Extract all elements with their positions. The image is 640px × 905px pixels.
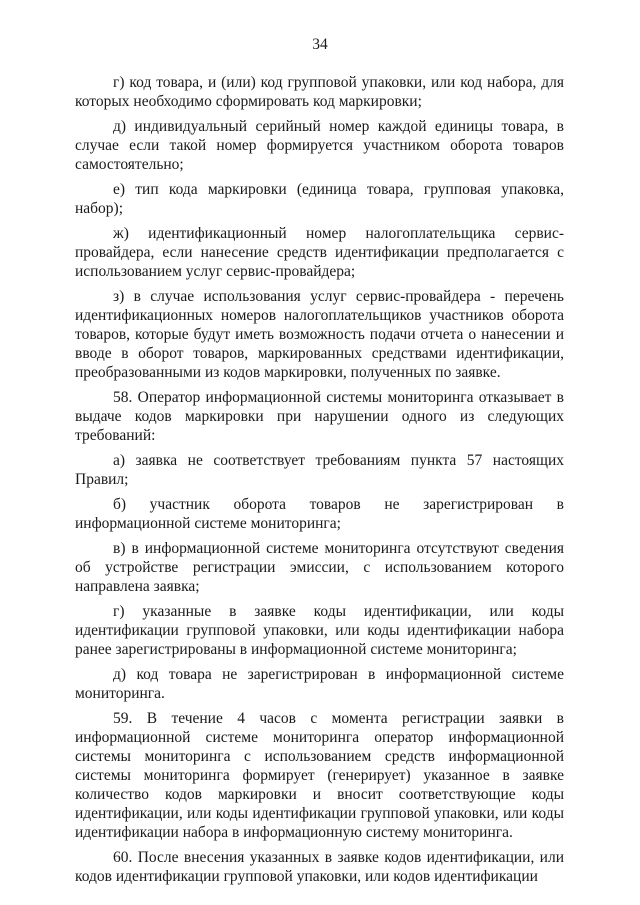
paragraph-item-zh: ж) идентификационный номер налогоплательщика сервис-провайдера, если нанесение средств идентификации предполагается с использованием услуг сервис-провайдера; (75, 225, 564, 280)
paragraph-clause-58-v: в) в информационной системе мониторинга отсутствуют сведения об устройстве регистрации эмиссии, с использованием которого направлена заявка; (75, 540, 564, 595)
paragraph-clause-58-g: г) указанные в заявке коды идентификации, или коды идентификации групповой упаковки, или коды идентификации набора ранее зарегистрированы в информационной системе мониторинга; (75, 603, 564, 658)
paragraph-item-z: з) в случае использования услуг сервис-провайдера - перечень идентификационных номеров налогоплательщиков участников оборота товаров, которые будут иметь возможность подачи отчета о нанесении и вводе в оборот товаров, маркированных средствами идентификации, преобразованными из кодов маркировки, полученных по заявке. (75, 288, 564, 381)
paragraph-clause-58-d: д) код товара не зарегистрирован в информационной системе мониторинга. (75, 666, 564, 702)
paragraph-item-g: г) код товара, и (или) код групповой упаковки, или код набора, для которых необходимо сформировать код маркировки; (75, 74, 564, 110)
paragraph-item-e: е) тип кода маркировки (единица товара, групповая упаковка, набор); (75, 181, 564, 217)
paragraph-clause-58-b: б) участник оборота товаров не зарегистрирован в информационной системе мониторинга; (75, 496, 564, 532)
paragraph-clause-58: 58. Оператор информационной системы мониторинга отказывает в выдаче кодов маркировки при нарушении одного из следующих требований: (75, 389, 564, 444)
page-number: 34 (312, 36, 328, 53)
paragraph-clause-58-a: а) заявка не соответствует требованиям пункта 57 настоящих Правил; (75, 452, 564, 488)
paragraph-clause-60: 60. После внесения указанных в заявке кодов идентификации, или кодов идентификации групповой упаковки, или кодов идентификации (75, 849, 564, 885)
paragraph-item-d: д) индивидуальный серийный номер каждой единицы товара, в случае если такой номер формируется участником оборота товаров самостоятельно; (75, 118, 564, 173)
document-body (75, 73, 564, 892)
paragraph-clause-59: 59. В течение 4 часов с момента регистрации заявки в информационной системе мониторинга оператор информационной системы мониторинга с использованием средств информационной системы мониторинга формирует (генерирует) указанное в заявке количество кодов маркировки и вносит соответствующие коды идентификации, или коды идентификации групповой упаковки, или коды идентификации набора в информационную систему мониторинга. (75, 710, 564, 841)
